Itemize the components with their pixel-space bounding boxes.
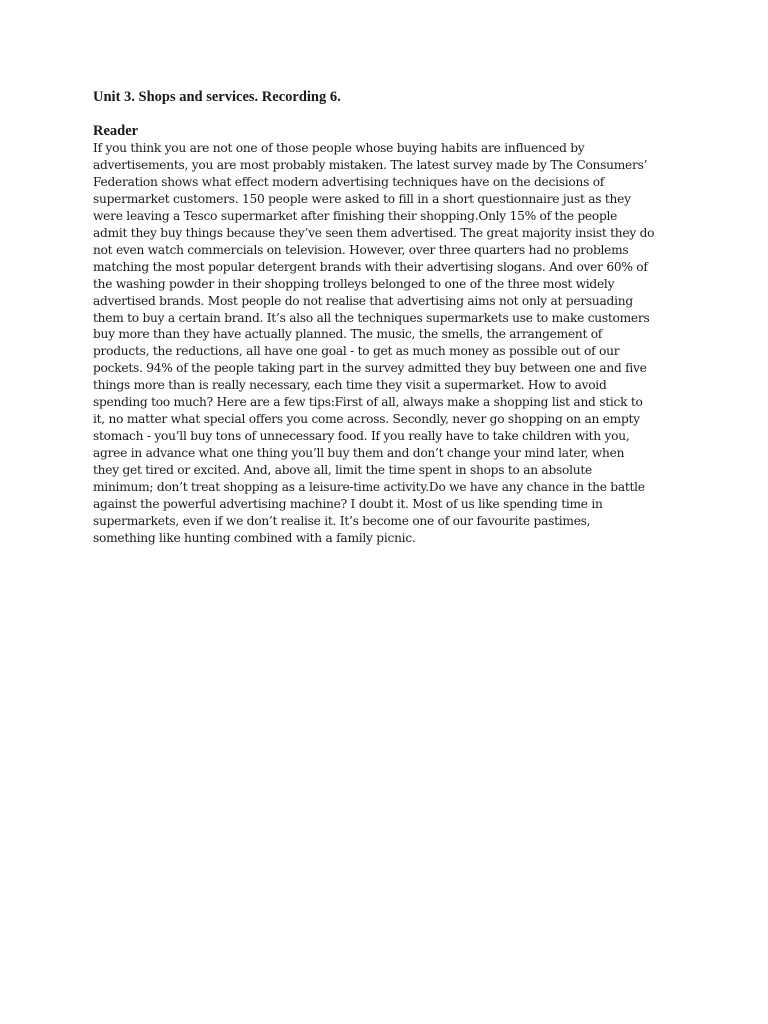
transcript-line: Federation shows what effect modern advertising techniques have on the decisions of — [93, 174, 605, 189]
transcript-line: something like hunting combined with a family picnic. — [93, 530, 416, 545]
transcript-line: advertised brands. Most people do not realise that advertising aims not only at persuading — [93, 293, 633, 308]
transcript-line: admit they buy things because they’ve seen them advertised. The great majority insist they do — [93, 225, 655, 240]
transcript-line: buy more than they have actually planned. The music, the smells, the arrangement of — [93, 327, 603, 342]
transcript-body — [93, 140, 683, 547]
transcript-line: pockets. 94% of the people taking part in the survey admitted they buy between one and five — [93, 361, 647, 376]
transcript-line: they get tired or excited. And, above all, limit the time spent in shops to an absolute — [93, 463, 592, 478]
transcript-line: spending too much? Here are a few tips:First of all, always make a shopping list and stick to — [93, 395, 643, 410]
transcript-line: agree in advance what one thing you’ll buy them and don’t change your mind later, when — [93, 446, 625, 461]
speaker-label: Reader — [93, 123, 139, 139]
transcript-line: matching the most popular detergent brands with their advertising slogans. And over 60% of — [93, 259, 648, 274]
document-title: Unit 3. Shops and services. Recording 6. — [93, 89, 341, 105]
transcript-line: minimum; don’t treat shopping as a leisure-time activity.Do we have any chance in the battle — [93, 480, 645, 495]
transcript-line: against the powerful advertising machine? I doubt it. Most of us like spending time in — [93, 497, 603, 512]
transcript-line: the washing powder in their shopping trolleys belonged to one of the three most widely — [93, 276, 615, 291]
transcript-line: it, no matter what special offers you come across. Secondly, never go shopping on an empty — [93, 412, 640, 427]
document-content — [93, 89, 683, 547]
transcript-line: not even watch commercials on television. However, over three quarters had no problems — [93, 242, 629, 257]
transcript-line: supermarket customers. 150 people were asked to fill in a short questionnaire just as they — [93, 191, 631, 206]
transcript-line: them to buy a certain brand. It’s also all the techniques supermarkets use to make customers — [93, 310, 650, 325]
transcript-line: were leaving a Tesco supermarket after finishing their shopping.Only 15% of the people — [93, 208, 618, 223]
transcript-line: things more than is really necessary, each time they visit a supermarket. How to avoid — [93, 378, 607, 393]
transcript-line: stomach - you’ll buy tons of unnecessary food. If you really have to take children with you, — [93, 429, 630, 444]
transcript-line: supermarkets, even if we don’t realise it. It’s become one of our favourite pastimes, — [93, 513, 591, 528]
transcript-line: products, the reductions, all have one goal - to get as much money as possible out of our — [93, 344, 620, 359]
transcript-line: advertisements, you are most probably mistaken. The latest survey made by The Consumers’ — [93, 157, 648, 172]
transcript-line: If you think you are not one of those people whose buying habits are influenced by — [93, 141, 585, 155]
